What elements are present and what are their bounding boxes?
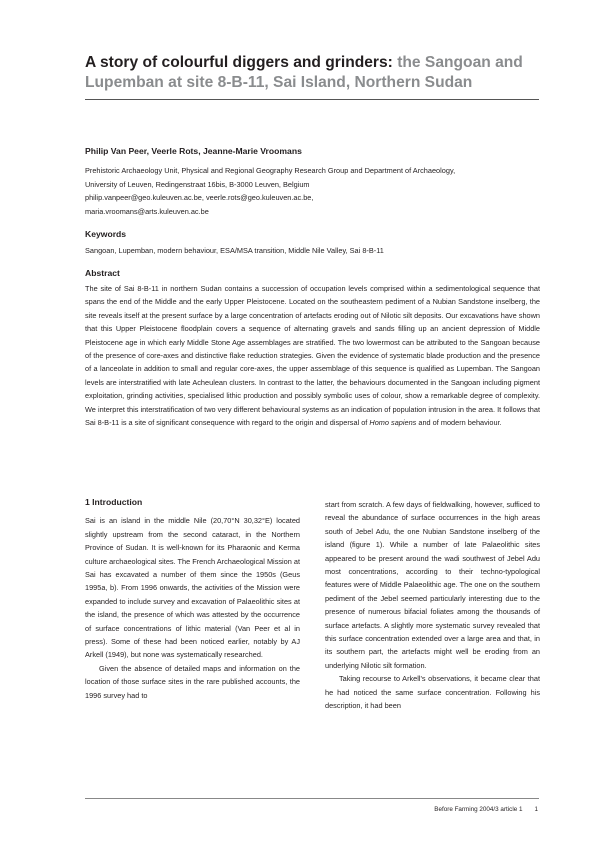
body-paragraph: Sai is an island in the middle Nile (20,70°N 30,32°E) located slightly upstream from the second cataract, in the Northern Province of Sudan. It is well-known for its Pharaonic and Kerma culture archaeological sites. The French Archaeological Mission at Sai has excavated a number of them since the 1950s (Geus 1995a, b). From 1996 onwards, the activities of the Mission were expanded to include survey and excavation of Palaeolithic sites at the island, the presence of which was attested by the occurrence of surface concentrations of lithic material (Van Peer et al in press). Some of these had been noticed earlier, notably by AJ Arkell (1949), but none was systematically researched. <box>85 516 300 660</box>
column-right <box>325 498 540 713</box>
abstract-text <box>85 282 540 429</box>
abstract-tail: and of modern behaviour. <box>416 418 502 428</box>
column-left <box>85 496 300 702</box>
page-number: 1 <box>534 806 538 813</box>
body-paragraph: Given the absence of detailed maps and information on the location of those surface sites in the rare published accounts, the 1996 survey had to <box>85 663 300 700</box>
introduction-heading: 1 Introduction <box>85 497 143 507</box>
abstract-body: The site of Sai 8-B-11 in northern Sudan contains a succession of occupation levels comprised within a sedimentological sequence that spans the end of the Middle and the early Upper Pleistocene. Located on the southeastern pediment of a Nubian Sandstone inselberg, the site reveals itself at the present surface by a large concentration of artefacts eroding out of Nilotic silt deposits. Our excavations have shown that this Upper Pleistocene floodplain covers a sequence of alternating gravels and sands filling up an ancient depression of Middle Pleistocene age in which early Middle Stone Age assemblages are stratified. The two lowermost can be attributed to the Sangoan because of the presence of core-axes and distinctive flake reduction strategies. Given the evidence of systematic blade production and the presence of a lanceolate in addition to small and regular core-axes, the upper assemblage of this sequence is qualified as Lupemban. The Sangoan levels are interstratified with late Acheulean clusters. In contrast to the latter, the behaviours documented in the Sangoan including pigment exploitation, grinding activities, specialised lithic production and possibly symbolic uses of colour, show a remarkable degree of complexity. We interpret this interstratification of two very different behavioural systems as an indication of population intrusion in the area. It follows that Sai 8-B-11 is a site of significant consequence with regard to the origin and dispersal of <box>85 284 540 428</box>
affiliation-line: Prehistoric Archaeology Unit, Physical and Regional Geography Research Group and Department of Archaeology, <box>85 166 456 175</box>
footer-divider <box>85 798 539 799</box>
article-title <box>85 53 545 93</box>
keywords-heading: Keywords <box>85 229 127 239</box>
body-paragraph: start from scratch. A few days of fieldwalking, however, sufficed to reveal the abundance of surface occurrences in the high areas south of Jebel Adu, the one Nubian Sandstone inselberg of the island (figure 1). While a number of late Palaeolithic sites appeared to be present around the wadi southwest of Jebel Adu most concentrations, according to their techno-typological features were of Middle Palaeolithic age. The one on the southern pediment of the Jebel seemed particularly interesting due to the presence of numerous bifacial foliates among the thousands of surface artefacts. A slightly more systematic survey revealed that this surface concentration extended over a large area and that, in its southern part, the artefacts might well be eroding from an underlying Nilotic silt formation. <box>325 500 540 670</box>
affiliation-line: University of Leuven, Redingenstraat 16bis, B-3000 Leuven, Belgium <box>85 179 310 189</box>
affiliation-block <box>85 164 540 218</box>
title-main: A story of colourful diggers and grinders: <box>85 54 393 71</box>
abstract-heading: Abstract <box>85 268 120 278</box>
email-line[interactable]: maria.vroomans@arts.kuleuven.ac.be <box>85 206 209 216</box>
abstract-italic: Homo sapiens <box>369 418 417 428</box>
email-line[interactable]: philip.vanpeer@geo.kuleuven.ac.be, veerle.rots@geo.kuleuven.ac.be, <box>85 193 314 202</box>
keywords-text: Sangoan, Lupemban, modern behaviour, ESA/MSA transition, Middle Nile Valley, Sai 8-B-11 <box>85 246 384 255</box>
journal-reference: Before Farming 2004/3 article 1 <box>434 806 523 813</box>
author-list: Philip Van Peer, Veerle Rots, Jeanne-Marie Vroomans <box>85 146 302 156</box>
page-footer <box>434 806 538 813</box>
title-divider <box>85 99 539 100</box>
title-subtitle: the Sangoan and Lupemban at site 8-B-11, Sai Island, Northern Sudan <box>85 54 523 91</box>
body-paragraph: Taking recourse to Arkell's observations, it became clear that he had noticed the same surface concentration. Following his description, it had been <box>325 674 540 711</box>
